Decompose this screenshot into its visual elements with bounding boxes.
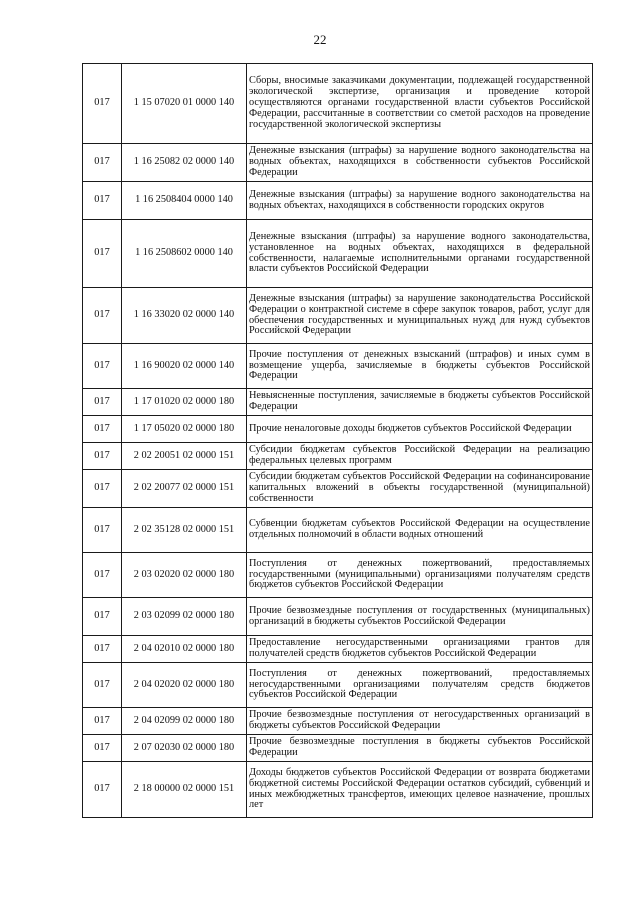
revenue-name-cell: Прочие безвозмездные поступления от государственных (муниципальных) организаций в бюджеты субъектов Российской Федерации — [247, 598, 593, 636]
revenue-name-cell: Поступления от денежных пожертвований, предоставляемых государственными (муниципальными) организациями получателям средств бюджетов субъектов Российской Федерации — [247, 553, 593, 598]
revenue-code-cell: 2 07 02030 02 0000 180 — [122, 735, 247, 762]
revenue-code-cell: 1 16 90020 02 0000 140 — [122, 344, 247, 389]
table-row — [83, 416, 593, 443]
table-row — [83, 663, 593, 708]
admin-code-cell: 017 — [83, 443, 122, 470]
admin-code-cell: 017 — [83, 553, 122, 598]
revenue-code-cell: 2 04 02099 02 0000 180 — [122, 708, 247, 735]
table-row — [83, 182, 593, 220]
revenue-name-cell: Доходы бюджетов субъектов Российской Федерации от возврата бюджетами бюджетной системы Российской Федерации остатков субсидий, субвенций и иных межбюджетных трансфертов, имеющих целевое назначение, прошлых лет — [247, 762, 593, 818]
table-row — [83, 735, 593, 762]
revenue-code-cell: 1 16 2508404 0000 140 — [122, 182, 247, 220]
revenue-codes-table — [82, 63, 593, 818]
revenue-name-cell: Субсидии бюджетам субъектов Российской Федерации на софинансирование капитальных вложений в объекты государственной (муниципальной) собственности — [247, 470, 593, 508]
revenue-code-cell: 1 16 33020 02 0000 140 — [122, 288, 247, 344]
revenue-name-cell: Прочие безвозмездные поступления от негосударственных организаций в бюджеты субъектов Российской Федерации — [247, 708, 593, 735]
revenue-name-cell: Сборы, вносимые заказчиками документации, подлежащей государственной экологической экспертизе, организация и проведение которой осуществляются органами государственной власти субъектов Российской Федерации, рассчитанные в соответствии со сметой расходов на проведение государственной экологической экспертизы — [247, 64, 593, 144]
revenue-name-cell: Денежные взыскания (штрафы) за нарушение водного законодательства на водных объектах, находящихся в собственности городских округов — [247, 182, 593, 220]
revenue-name-cell: Прочие безвозмездные поступления в бюджеты субъектов Российской Федерации — [247, 735, 593, 762]
admin-code-cell: 017 — [83, 708, 122, 735]
revenue-name-cell: Предоставление негосударственными организациями грантов для получателей средств бюджетов субъектов Российской Федерации — [247, 636, 593, 663]
admin-code-cell: 017 — [83, 735, 122, 762]
table-row — [83, 636, 593, 663]
revenue-code-cell: 2 04 02020 02 0000 180 — [122, 663, 247, 708]
revenue-code-cell: 1 17 05020 02 0000 180 — [122, 416, 247, 443]
admin-code-cell: 017 — [83, 636, 122, 663]
revenue-name-cell: Прочие поступления от денежных взысканий (штрафов) и иных сумм в возмещение ущерба, зачисляемые в бюджеты субъектов Российской Федерации — [247, 344, 593, 389]
revenue-code-cell: 2 18 00000 02 0000 151 — [122, 762, 247, 818]
table-row — [83, 389, 593, 416]
revenue-code-cell: 1 16 2508602 0000 140 — [122, 220, 247, 288]
page-number: 22 — [313, 32, 327, 47]
table-row — [83, 64, 593, 144]
revenue-code-cell: 2 03 02020 02 0000 180 — [122, 553, 247, 598]
table-row — [83, 598, 593, 636]
revenue-name-cell: Прочие неналоговые доходы бюджетов субъектов Российской Федерации — [247, 416, 593, 443]
admin-code-cell: 017 — [83, 470, 122, 508]
table-row — [83, 508, 593, 553]
table-row — [83, 708, 593, 735]
table-row — [83, 344, 593, 389]
admin-code-cell: 017 — [83, 144, 122, 182]
revenue-name-cell: Субсидии бюджетам субъектов Российской Федерации на реализацию федеральных целевых программ — [247, 443, 593, 470]
admin-code-cell: 017 — [83, 508, 122, 553]
admin-code-cell: 017 — [83, 64, 122, 144]
table-row — [83, 288, 593, 344]
revenue-code-cell: 1 17 01020 02 0000 180 — [122, 389, 247, 416]
revenue-code-cell: 1 15 07020 01 0000 140 — [122, 64, 247, 144]
revenue-code-cell: 2 02 20051 02 0000 151 — [122, 443, 247, 470]
table-row — [83, 470, 593, 508]
admin-code-cell: 017 — [83, 288, 122, 344]
admin-code-cell: 017 — [83, 220, 122, 288]
admin-code-cell: 017 — [83, 344, 122, 389]
admin-code-cell: 017 — [83, 663, 122, 708]
admin-code-cell: 017 — [83, 762, 122, 818]
admin-code-cell: 017 — [83, 389, 122, 416]
revenue-code-cell: 2 02 20077 02 0000 151 — [122, 470, 247, 508]
revenue-name-cell: Денежные взыскания (штрафы) за нарушение водного законодательства, установленное на водных объектах, находящихся в федеральной собственности, налагаемые исполнительными органами государственной власти субъектов Российской Федерации — [247, 220, 593, 288]
table-row — [83, 443, 593, 470]
revenue-code-cell: 2 03 02099 02 0000 180 — [122, 598, 247, 636]
table-row — [83, 762, 593, 818]
revenue-name-cell: Поступления от денежных пожертвований, предоставляемых негосударственными организациями получателям средств бюджетов субъектов Российской Федерации — [247, 663, 593, 708]
admin-code-cell: 017 — [83, 182, 122, 220]
admin-code-cell: 017 — [83, 598, 122, 636]
table-row — [83, 553, 593, 598]
table-row — [83, 144, 593, 182]
revenue-code-cell: 2 04 02010 02 0000 180 — [122, 636, 247, 663]
revenue-name-cell: Денежные взыскания (штрафы) за нарушение водного законодательства на водных объектах, находящихся в собственности субъектов Российской Федерации — [247, 144, 593, 182]
revenue-name-cell: Невыясненные поступления, зачисляемые в бюджеты субъектов Российской Федерации — [247, 389, 593, 416]
revenue-name-cell: Субвенции бюджетам субъектов Российской Федерации на осуществление отдельных полномочий в области водных отношений — [247, 508, 593, 553]
table-row — [83, 220, 593, 288]
revenue-code-cell: 2 02 35128 02 0000 151 — [122, 508, 247, 553]
revenue-code-cell: 1 16 25082 02 0000 140 — [122, 144, 247, 182]
admin-code-cell: 017 — [83, 416, 122, 443]
revenue-name-cell: Денежные взыскания (штрафы) за нарушение законодательства Российской Федерации о контрактной системе в сфере закупок товаров, работ, услуг для обеспечения государственных и муниципальных нужд для нужд субъектов Российской Федерации — [247, 288, 593, 344]
